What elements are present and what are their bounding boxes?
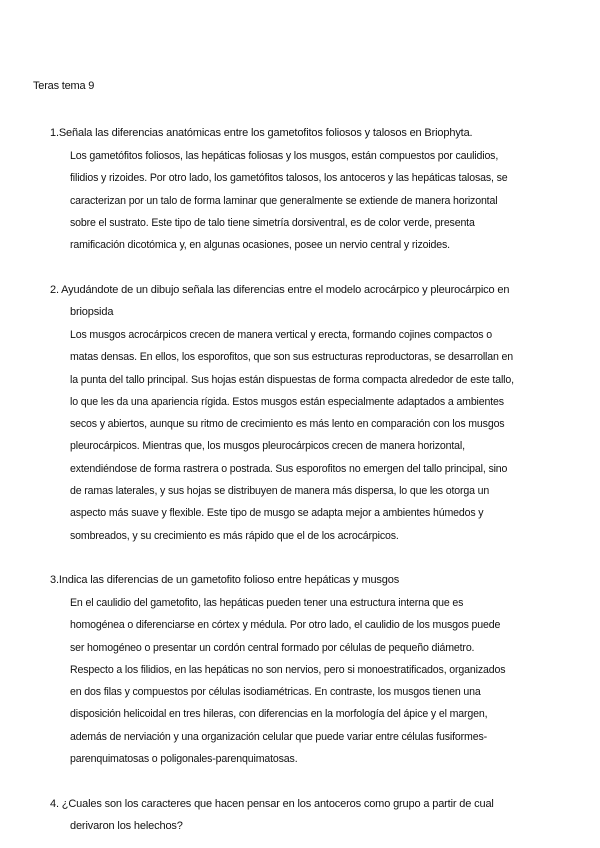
question-3-heading [50,569,399,591]
answer-line: la punta del tallo principal. Sus hojas están dispuestas de forma compacta alrededor de este tallo, [70,373,514,386]
answer-line: parenquimatosas o poligonales-parenquimatosas. [70,753,298,766]
heading-line: 3.Indica las diferencias de un gametofito folioso entre hepáticas y musgos [50,574,400,586]
answer-line: filidios y rizoides. Por otro lado, los gametófitos talosos, los antoceros y las hepáticas talosas, se [70,172,508,185]
question-1-heading [50,122,472,144]
answer-line: ramificación dicotómica y, en algunas ocasiones, posee un nervio central y rizoides. [70,239,450,252]
answer-line: sobre el sustrato. Este tipo de talo tiene simetría dorsiventral, es de color verde, presenta [70,216,475,229]
answer-line: En el caulidio del gametofito, las hepáticas pueden tener una estructura interna que es [70,597,464,609]
question-1-answer [70,145,560,256]
heading-line: derivaron los helechos? [70,820,183,832]
answer-line: disposición helicoidal en tres hileras, con diferencias en la morfología del ápice y el margen, [70,708,488,721]
question-4-heading [50,793,494,837]
answer-line: en dos filas y compuestos por células isodiamétricas. En contraste, los musgos tienen una [70,686,481,699]
heading-line: 4. ¿Cuales son los caracteres que hacen pensar en los antoceros como grupo a partir de cual [50,798,494,810]
question-2-answer [70,324,560,547]
answer-line: ser homogéneo o presentar un cordón central formado por células de pequeño diámetro. [70,641,475,654]
document-title: Teras tema 9 [33,80,95,92]
answer-line: extendiéndose de forma rastrera o postrada. Sus esporofitos no emergen del tallo principal, sino [70,462,508,475]
answer-line: sombreados, y su crecimiento es más rápido que el de los acrocárpicos. [70,529,399,542]
answer-line: lo que les da una apariencia rígida. Estos musgos están especialmente adaptados a ambientes [70,395,504,408]
answer-line: homogénea o diferenciarse en córtex y médula. Por otro lado, el caulidio de los musgos puede [70,619,501,632]
question-2-heading [50,279,509,323]
answer-line: de ramas laterales, y sus hojas se distribuyen de manera más dispersa, lo que les otorga un [70,485,490,498]
answer-line: aspecto más suave y flexible. Este tipo de musgo se adapta mejor a ambientes húmedos y [70,507,484,520]
answer-line: matas densas. En ellos, los esporofitos, que son sus estructuras reproductoras, se desarrollan en [70,351,513,364]
heading-line: briopsida [70,306,114,318]
heading-line: 1.Señala las diferencias anatómicas entre los gametofitos foliosos y talosos en Briophyta. [50,127,473,139]
question-3-answer [70,592,560,770]
answer-line: caracterizan por un talo de forma laminar que generalmente se extiende de manera horizontal [70,194,498,207]
answer-line: además de nerviación y una organización celular que puede variar entre células fusiformes- [70,730,487,743]
heading-line: 2. Ayudándote de un dibujo señala las diferencias entre el modelo acrocárpico y pleurocárpico en [50,284,510,296]
answer-line: secos y abiertos, aunque su ritmo de crecimiento es más lento en comparación con los musgos [70,418,505,431]
answer-line: Los musgos acrocárpicos crecen de manera vertical y erecta, formando cojines compactos o [70,329,492,341]
answer-line: pleurocárpicos. Mientras que, los musgos pleurocárpicos crecen de manera horizontal, [70,440,465,453]
answer-line: Los gametófitos foliosos, las hepáticas foliosas y los musgos, están compuestos por caulidios, [70,150,499,162]
answer-line: Respecto a los filidios, en las hepáticas no son nervios, pero si monoestratificados, organizados [70,663,506,676]
